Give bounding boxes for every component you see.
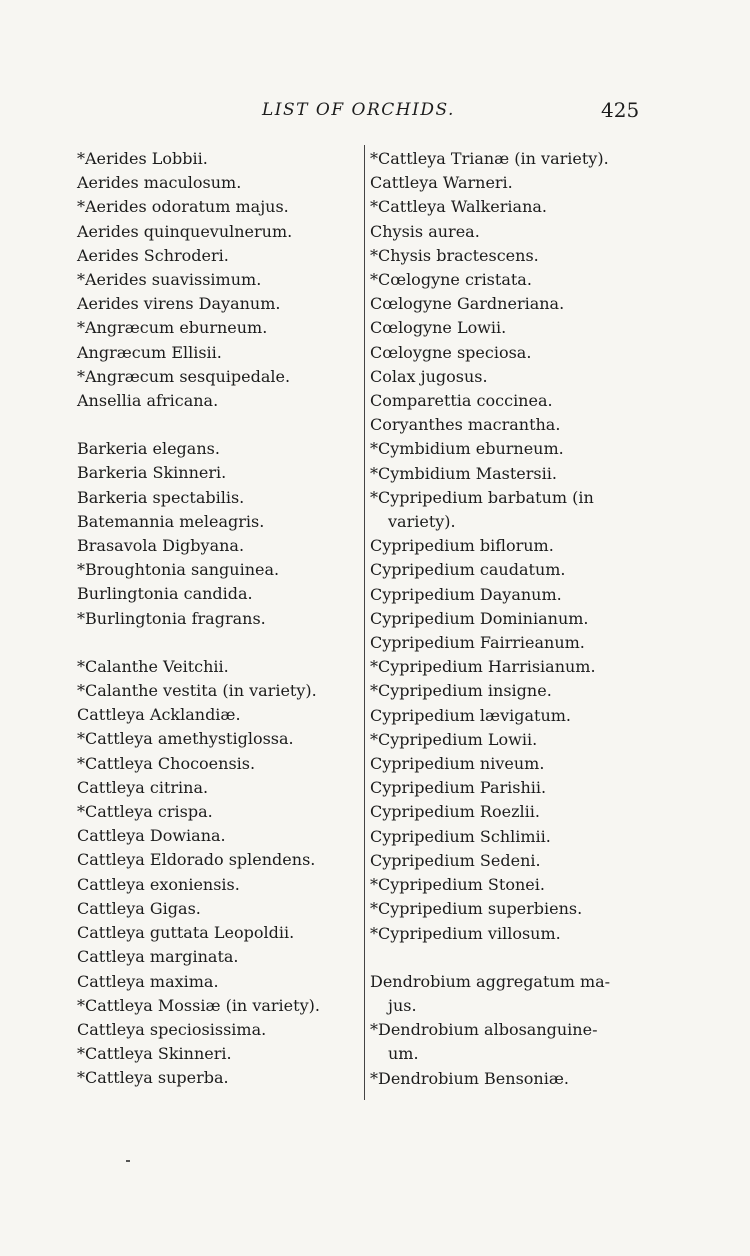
- ink-speck: [126, 1160, 130, 1162]
- list-item: Cypripedium Dominianum.: [370, 608, 589, 628]
- left-column: [77, 147, 362, 1091]
- list-item: Angræcum Ellisii.: [77, 342, 222, 362]
- list-item-continuation: jus.: [388, 995, 417, 1015]
- list-item: Cattleya marginata.: [77, 947, 239, 967]
- list-item: *Cypripedium insigne.: [370, 681, 552, 701]
- list-item: Cypripedium lævigatum.: [370, 705, 572, 725]
- list-item: Ansellia africana.: [77, 391, 219, 411]
- list-item: Dendrobium aggregatum ma-: [370, 971, 611, 991]
- list-item: Cypripedium Sedeni.: [370, 850, 541, 870]
- right-column: [370, 147, 640, 1091]
- running-head: LIST OF ORCHIDS.: [262, 100, 455, 120]
- list-item: *Dendrobium albosanguine-: [370, 1020, 598, 1040]
- list-item-continuation: variety).: [388, 512, 456, 532]
- list-item: Cœloygne speciosa.: [370, 342, 532, 362]
- list-item: Barkeria Skinneri.: [77, 463, 227, 483]
- list-item: *Cattleya Skinneri.: [77, 1044, 232, 1064]
- list-item: *Cypripedium Lowii.: [370, 729, 538, 749]
- list-item: *Dendrobium Bensoniæ.: [370, 1068, 569, 1088]
- list-item: Cypripedium Dayanum.: [370, 584, 562, 604]
- list-item: Cattleya maxima.: [77, 971, 219, 991]
- list-item: Aerides virens Dayanum.: [77, 294, 281, 314]
- list-item: Cypripedium caudatum.: [370, 560, 566, 580]
- list-item: Cypripedium Schlimii.: [370, 826, 551, 846]
- list-item: Cypripedium Fairrieanum.: [370, 633, 585, 653]
- list-item: Aerides maculosum.: [77, 173, 242, 193]
- list-item: Chysis aurea.: [370, 221, 480, 241]
- list-item: Cypripedium niveum.: [370, 754, 545, 774]
- list-item-continuation: um.: [388, 1044, 419, 1064]
- list-item: *Aerides suavissimum.: [77, 270, 262, 290]
- column-rule: [364, 145, 365, 1100]
- group-gap: [370, 946, 640, 970]
- list-item: *Cattleya Mossiæ (in variety).: [77, 995, 320, 1015]
- list-item: Cattleya Gigas.: [77, 898, 201, 918]
- list-item: *Aerides Lobbii.: [77, 149, 208, 168]
- list-item: Cattleya Dowiana.: [77, 826, 226, 846]
- list-item: *Cypripedium Harrisianum.: [370, 657, 596, 677]
- list-item: *Cymbidium Mastersii.: [370, 463, 557, 483]
- list-item: Cypripedium Roezlii.: [370, 802, 540, 822]
- list-item: Barkeria spectabilis.: [77, 487, 245, 507]
- group-gap: [77, 413, 362, 437]
- list-item: Brasavola Digbyana.: [77, 536, 245, 556]
- list-item: *Aerides odoratum majus.: [77, 197, 289, 217]
- list-item: *Cattleya superba.: [77, 1068, 229, 1088]
- list-item: *Cattleya crispa.: [77, 802, 213, 822]
- list-item: Coryanthes macrantha.: [370, 415, 561, 435]
- list-item: *Cattleya Trianæ (in variety).: [370, 149, 609, 168]
- list-item: Comparettia coccinea.: [370, 391, 553, 411]
- list-item: Cattleya Acklandiæ.: [77, 705, 241, 725]
- list-item: Colax jugosus.: [370, 366, 488, 386]
- list-item: *Calanthe vestita (in variety).: [77, 681, 317, 701]
- list-item: Barkeria elegans.: [77, 439, 220, 459]
- list-item: *Cattleya Walkeriana.: [370, 197, 547, 217]
- list-item: Burlingtonia candida.: [77, 584, 253, 604]
- group-gap: [77, 631, 362, 655]
- list-item: *Cattleya Chocoensis.: [77, 753, 256, 773]
- list-item: Cattleya citrina.: [77, 777, 209, 797]
- list-item: Aerides Schroderi.: [77, 245, 229, 265]
- list-item: *Calanthe Veitchii.: [77, 656, 229, 676]
- list-item: Cattleya Warneri.: [370, 173, 513, 193]
- list-item: *Cypripedium barbatum (in: [370, 487, 594, 507]
- list-item: *Angræcum sesquipedale.: [77, 366, 291, 386]
- list-item: Cœlogyne Lowii.: [370, 318, 507, 338]
- list-item: *Burlingtonia fragrans.: [77, 608, 266, 628]
- list-item: Cattleya speciosissima.: [77, 1019, 267, 1039]
- list-item: Cypripedium biflorum.: [370, 536, 554, 556]
- list-item: *Cattleya amethystiglossa.: [77, 729, 294, 749]
- list-item: *Cymbidium eburneum.: [370, 439, 564, 459]
- list-item: *Cypripedium villosum.: [370, 923, 561, 943]
- list-item: *Angræcum eburneum.: [77, 318, 268, 338]
- list-item: Cattleya exoniensis.: [77, 874, 240, 894]
- list-item: Cattleya guttata Leopoldii.: [77, 923, 295, 943]
- list-item: Batemannia meleagris.: [77, 511, 265, 531]
- list-item: *Cypripedium superbiens.: [370, 899, 583, 919]
- list-item: Aerides quinquevulnerum.: [77, 221, 293, 241]
- list-item: Cattleya Eldorado splendens.: [77, 850, 316, 870]
- list-item: *Cœlogyne cristata.: [370, 270, 532, 290]
- list-item: Cypripedium Parishii.: [370, 778, 547, 798]
- list-item: *Chysis bractescens.: [370, 245, 539, 265]
- page-number: 425: [601, 98, 640, 122]
- list-item: *Cypripedium Stonei.: [370, 875, 545, 895]
- list-item: *Broughtonia sanguinea.: [77, 560, 280, 580]
- list-item: Cœlogyne Gardneriana.: [370, 294, 565, 314]
